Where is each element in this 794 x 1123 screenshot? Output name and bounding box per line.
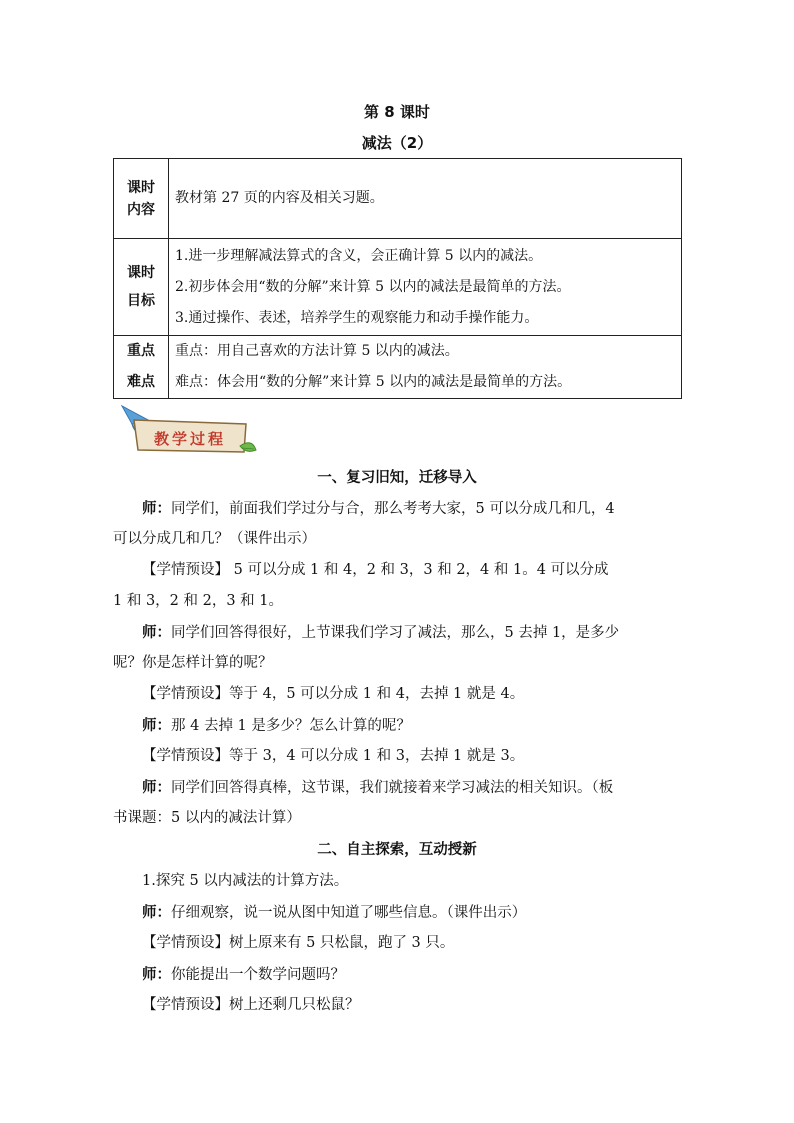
s1-paragraph-4: 【学情预设】等于 4，5 可以分成 1 和 4，去掉 1 就是 4。 (142, 686, 525, 702)
goal-item: 2.初步体会用“数的分解”来计算 5 以内的减法是最简单的方法。 (175, 278, 571, 295)
goal-row (114, 239, 682, 336)
teaching-process-badge (118, 402, 260, 458)
key-point: 重点：用自己喜欢的方法计算 5 以内的减法。 (175, 343, 459, 359)
goal-label: 课时 目标 (114, 239, 169, 336)
s2-paragraph-3: 【学情预设】树上原来有 5 只松鼠，跑了 3 只。 (142, 935, 455, 951)
s1-paragraph-2: 【学情预设】 5 可以分成 1 和 4，2 和 3，3 和 2，4 和 1。4 可以分成 (142, 562, 609, 578)
s1-paragraph-1: 师：同学们，前面我们学过分与合，那么考考大家，5 可以分成几和几，4 (142, 500, 615, 517)
lesson-info-table (113, 158, 682, 399)
section1-heading: 一、复习旧知，迁移导入 (317, 470, 477, 486)
content-text: 教材第 27 页的内容及相关习题。 (169, 159, 682, 239)
section2-heading: 二、自主探索，互动授新 (317, 842, 477, 858)
s1-paragraph-5: 师：那 4 去掉 1 是多少？怎么计算的呢？ (142, 717, 411, 734)
content-label: 课时 内容 (114, 159, 169, 239)
s1-paragraph-6: 【学情预设】等于 3，4 可以分成 1 和 3，去掉 1 就是 3。 (142, 748, 525, 764)
hard-point: 难点：体会用“数的分解”来计算 5 以内的减法是最简单的方法。 (175, 374, 572, 390)
goal-list (169, 239, 682, 336)
badge-text: 教学过程 (153, 430, 227, 448)
s2-paragraph-1: 1.探究 5 以内减法的计算方法。 (142, 873, 349, 889)
lesson-subtitle: 减法（2） (361, 134, 433, 152)
lesson-title: 第 8 课时 (364, 103, 430, 121)
goal-item: 3.通过操作、表述，培养学生的观察能力和动手操作能力。 (175, 309, 539, 326)
s1-paragraph-2-cont: 1 和 3，2 和 2，3 和 1。 (113, 593, 284, 609)
s2-paragraph-5: 【学情预设】树上还剩几只松鼠？ (142, 997, 360, 1013)
s2-paragraph-2: 师：仔细观察，说一说从图中知道了哪些信息。（课件出示） (142, 904, 527, 921)
content-row (114, 159, 682, 239)
s2-paragraph-4: 师：你能提出一个数学问题吗？ (142, 966, 345, 983)
s1-paragraph-1-cont: 可以分成几和几？（课件出示） (113, 531, 316, 547)
s1-paragraph-7-cont: 书课题：5 以内的减法计算） (113, 810, 301, 826)
paper-plane-icon (118, 402, 260, 458)
s1-paragraph-3-cont: 呢？你是怎样计算的呢？ (113, 655, 273, 671)
key-label: 重点 难点 (114, 336, 169, 399)
key-content (169, 336, 682, 399)
key-row (114, 336, 682, 399)
goal-item: 1.进一步理解减法算式的含义，会正确计算 5 以内的减法。 (175, 247, 543, 264)
s1-paragraph-3: 师：同学们回答得很好，上节课我们学习了减法，那么，5 去掉 1，是多少 (142, 624, 620, 641)
s1-paragraph-7: 师：同学们回答得真棒，这节课，我们就接着来学习减法的相关知识。（板 (142, 779, 614, 796)
